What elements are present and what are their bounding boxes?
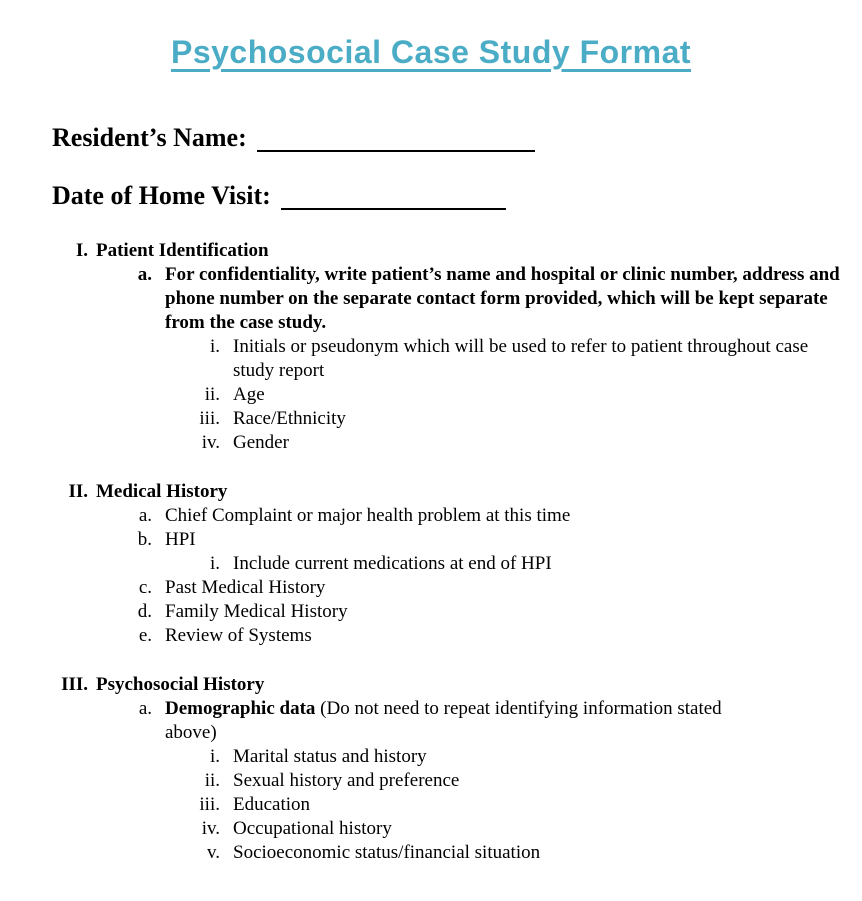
item-text: Review of Systems [165, 625, 312, 646]
home-visit-date-field [52, 179, 862, 217]
subitem-marker: iv. [201, 818, 220, 839]
subitem-text: Include current medications at end of HPI [233, 553, 552, 574]
item-marker: e. [138, 625, 152, 646]
item-marker: a. [138, 698, 152, 719]
subitem-marker: iii. [199, 794, 220, 815]
item-text-rest: (Do not need to repeat identifying information stated above) [165, 698, 722, 743]
item-marker: d. [137, 601, 152, 622]
subitem-marker: ii. [204, 384, 220, 405]
item-text: Chief Complaint or major health problem at this time [165, 505, 571, 526]
document-title: Psychosocial Case Study Format [170, 34, 692, 70]
item-text: Family Medical History [165, 601, 348, 622]
home-visit-date-blank[interactable] [281, 208, 506, 210]
subitem-text: Socioeconomic status/financial situation [233, 842, 541, 863]
subitem-text: Race/Ethnicity [233, 408, 346, 429]
item-text: Past Medical History [165, 577, 326, 598]
section-title: Patient Identification [96, 240, 269, 261]
list-item [0, 504, 862, 528]
item-marker: a. [138, 505, 152, 526]
subitem-marker: iii. [199, 408, 220, 429]
resident-name-label: Resident’s Name: [52, 123, 247, 152]
list-subitem [0, 745, 862, 769]
section-heading [0, 480, 862, 504]
section-psychosocial-history [0, 673, 862, 865]
list-subitem [0, 793, 862, 817]
subitem-text: Initials or pseudonym which will be used to refer to patient throughout case study report [233, 336, 809, 381]
section-marker: III. [61, 674, 88, 695]
resident-name-field [52, 121, 862, 159]
list-item [0, 600, 862, 624]
section-marker: I. [75, 240, 88, 261]
subitem-text: Sexual history and preference [233, 770, 460, 791]
fill-in-fields [52, 121, 862, 217]
item-text-bold: Demographic data [165, 698, 316, 719]
subitem-marker: i. [209, 553, 220, 574]
section-medical-history [0, 480, 862, 648]
item-marker: b. [137, 529, 152, 550]
list-subitem [0, 431, 862, 455]
section-patient-identification [0, 239, 862, 455]
list-subitem [0, 841, 862, 865]
section-title: Psychosocial History [96, 674, 265, 695]
subitem-marker: v. [206, 842, 220, 863]
section-marker: II. [68, 481, 88, 502]
subitem-marker: i. [209, 336, 220, 357]
subitem-text: Marital status and history [233, 746, 427, 767]
item-text [165, 697, 765, 745]
section-heading [0, 673, 862, 697]
list-item [0, 263, 862, 335]
resident-name-blank[interactable] [257, 150, 535, 152]
list-item [0, 528, 862, 552]
document-page [0, 34, 862, 901]
home-visit-date-label: Date of Home Visit: [52, 181, 271, 210]
subitem-text: Age [233, 384, 265, 405]
list-subitem [0, 383, 862, 407]
subitem-marker: i. [209, 746, 220, 767]
item-marker: a. [137, 264, 152, 285]
subitem-text: Occupational history [233, 818, 392, 839]
item-text: HPI [165, 529, 196, 550]
list-subitem [0, 817, 862, 841]
subitem-marker: iv. [201, 432, 220, 453]
outline-list [0, 239, 862, 865]
subitem-text: Gender [233, 432, 289, 453]
item-text: For confidentiality, write patient’s name and hospital or clinic number, address and phone number on the separate contact form provided, which will be kept separate from the case study. [165, 264, 840, 333]
list-subitem [0, 552, 862, 576]
section-title: Medical History [96, 481, 228, 502]
subitem-text: Education [233, 794, 311, 815]
item-marker: c. [138, 577, 152, 598]
list-subitem [0, 335, 862, 383]
list-subitem [0, 769, 862, 793]
subitem-marker: ii. [204, 770, 220, 791]
list-item [0, 576, 862, 600]
list-item [0, 697, 862, 745]
list-subitem [0, 407, 862, 431]
section-heading [0, 239, 862, 263]
list-item [0, 624, 862, 648]
